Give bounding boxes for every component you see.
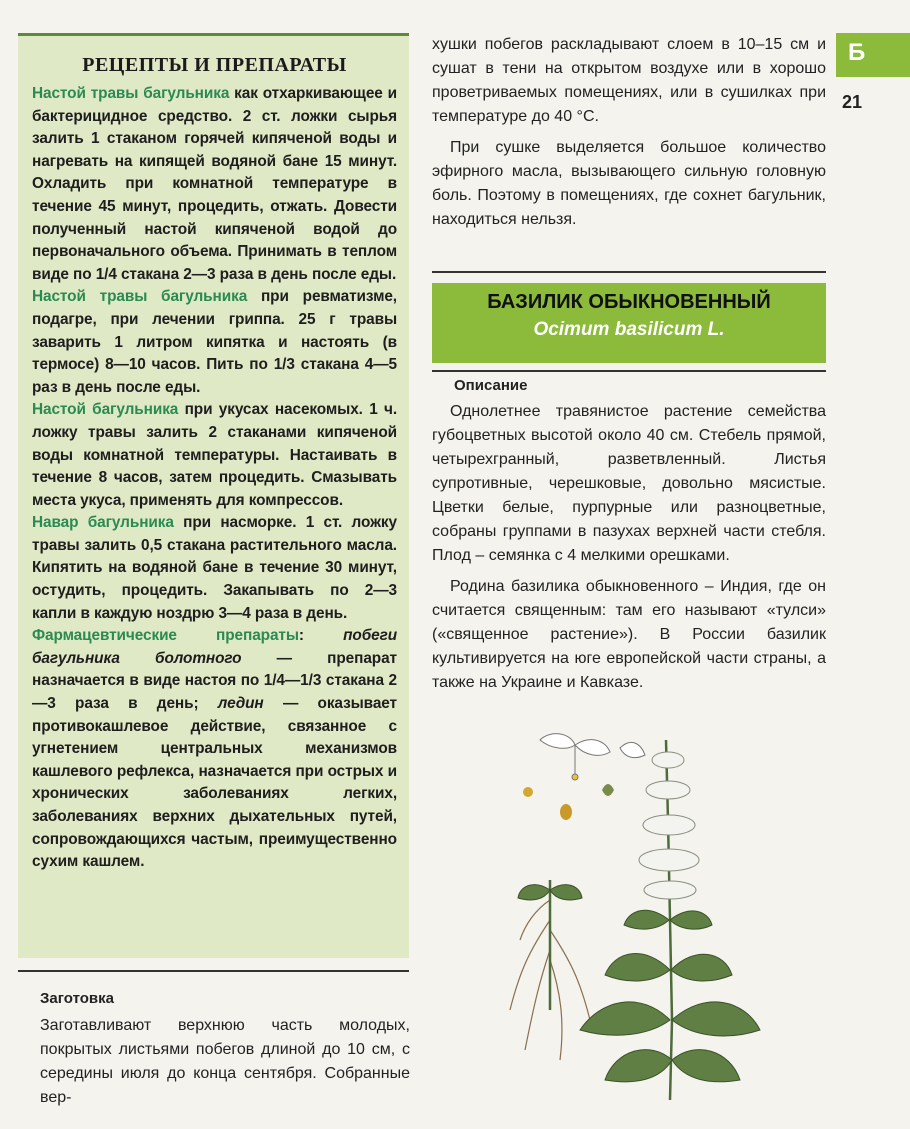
recipe-lead: Настой травы багульника xyxy=(32,288,248,306)
seed-details-icon xyxy=(523,784,614,820)
basil-desc-paragraph-1: Однолетнее травянистое растение семейства губоцветных высотой около 40 см. Стебель прямой, четырехгранный, разветвленный. Листья супротивные, черешковые, довольно мясистые. Цветки белые, пурпурные или разноцветные, собраны группами в пазухах верхней части стебля. Плод – семянка с 4 мелкими орешками. xyxy=(432,403,826,564)
right-column-top xyxy=(432,33,826,232)
recipes-box xyxy=(18,33,409,958)
basil-latin-name: Ocimum basilicum L. xyxy=(533,319,725,340)
pharma-separator: : xyxy=(298,627,344,645)
recipe-paragraph xyxy=(32,399,397,512)
drying-warning-paragraph: При сушке выделяется большое количество эфирного масла, вызывающего сильную головную боль. Поэтому в помещениях, где сохнет багульник, находиться нельзя. xyxy=(432,139,826,228)
zagotovka-text: Заготавливают верхнюю часть молодых, покрытых листьями побегов длиной до 10 см, с середины июля до конца сентября. Собранные вер- xyxy=(40,1017,410,1106)
pharma-text-2: — оказывает противокашлевое действие, связанное с угнетением центральных механизмов кашлевого рефлекса, назначается при острых и хронических заболеваниях легких, заболеваниях верхних дыхательных путей, сопровождающихся частым, преимущественно сухим кашлем. xyxy=(32,695,397,871)
basil-title-box xyxy=(432,283,826,363)
recipe-text: при ревматизме, подагре, при лечении гриппа. 25 г травы заварить 1 литром кипятка и настоять (в термосе) 8—10 часов. Пить по 1/3 стакана 4—5 раз в день после еды. xyxy=(32,288,397,396)
pharma-paragraph xyxy=(32,625,397,874)
pharma-drug-2: ледин xyxy=(217,695,264,713)
recipe-paragraph xyxy=(32,286,397,399)
page-number: 21 xyxy=(842,92,863,112)
alphabet-tab: Б xyxy=(836,33,910,77)
recipe-paragraph xyxy=(32,83,397,286)
zagotovka-body xyxy=(40,1014,410,1110)
desc-divider xyxy=(432,370,826,372)
recipe-lead: Настой травы багульника xyxy=(32,85,230,102)
recipe-lead: Навар багульника xyxy=(32,514,174,532)
recipes-heading: РЕЦЕПТЫ И ПРЕПАРАТЫ xyxy=(82,54,347,76)
flower-detail-icon xyxy=(540,734,645,780)
basil-description xyxy=(432,400,826,695)
basil-title: БАЗИЛИК ОБЫКНОВЕННЫЙ xyxy=(487,291,771,313)
recipe-lead: Настой багульника xyxy=(32,401,179,419)
basil-plant-illustration xyxy=(440,720,830,1120)
recipe-text: при укусах насекомых. 1 ч. ложку травы залить 2 стаканами кипяченой воды комнатной температуры. Настаивать в течение 8 часов, затем процедить. Смазывать места укуса, применять для компрессов. xyxy=(32,401,397,509)
recipe-paragraph xyxy=(32,512,397,625)
basil-desc-paragraph-2: Родина базилика обыкновенного – Индия, где он считается священным: там его называют «тулси» («священное растение»). В России базилик культивируется на юге европейской части страны, а также на Украине и Кавказе. xyxy=(432,578,826,691)
zagotovka-heading: Заготовка xyxy=(40,990,114,1007)
recipe-text: при насморке. 1 ст. ложку травы залить 0,5 стакана растительного масла. Кипятить на водяной бане в течение 30 минут, остудить, процедить. Закапывать по 2—3 капли в каждую ноздрю 3—4 раза в день. xyxy=(32,514,397,622)
recipe-text: как отхаркивающее и бактерицидное средство. 2 ст. ложки сырья залить 1 стаканом горячей кипяченой воды и нагревать на кипящей водяной бане 15 минут. Охладить при комнатной температуре в течение 45 минут, процедить, отжать. Довести полученный настой кипяченой водой до первоначального объема. Принимать в теплом виде по 1/4 стакана 2—3 раза в день после еды. xyxy=(32,85,397,283)
pharma-lead: Фармацевтические препараты xyxy=(32,627,299,645)
title-divider xyxy=(432,271,826,273)
description-heading: Описание xyxy=(454,377,528,394)
pharma-text-1: — препарат назначается в виде настоя по 1/4—1/3 стакана 2—3 раза в день; xyxy=(32,649,397,713)
pharma-drug-1: побеги багульника болотного xyxy=(32,627,397,667)
basil-leaves-icon xyxy=(518,885,760,1082)
section-divider xyxy=(18,970,409,972)
drying-paragraph: хушки побегов раскладывают слоем в 10–15 см и сушат в тени на открытом воздухе или в хорошо проветриваемых помещениях, или в сушилках при температуре до 40 °С. xyxy=(432,36,826,125)
